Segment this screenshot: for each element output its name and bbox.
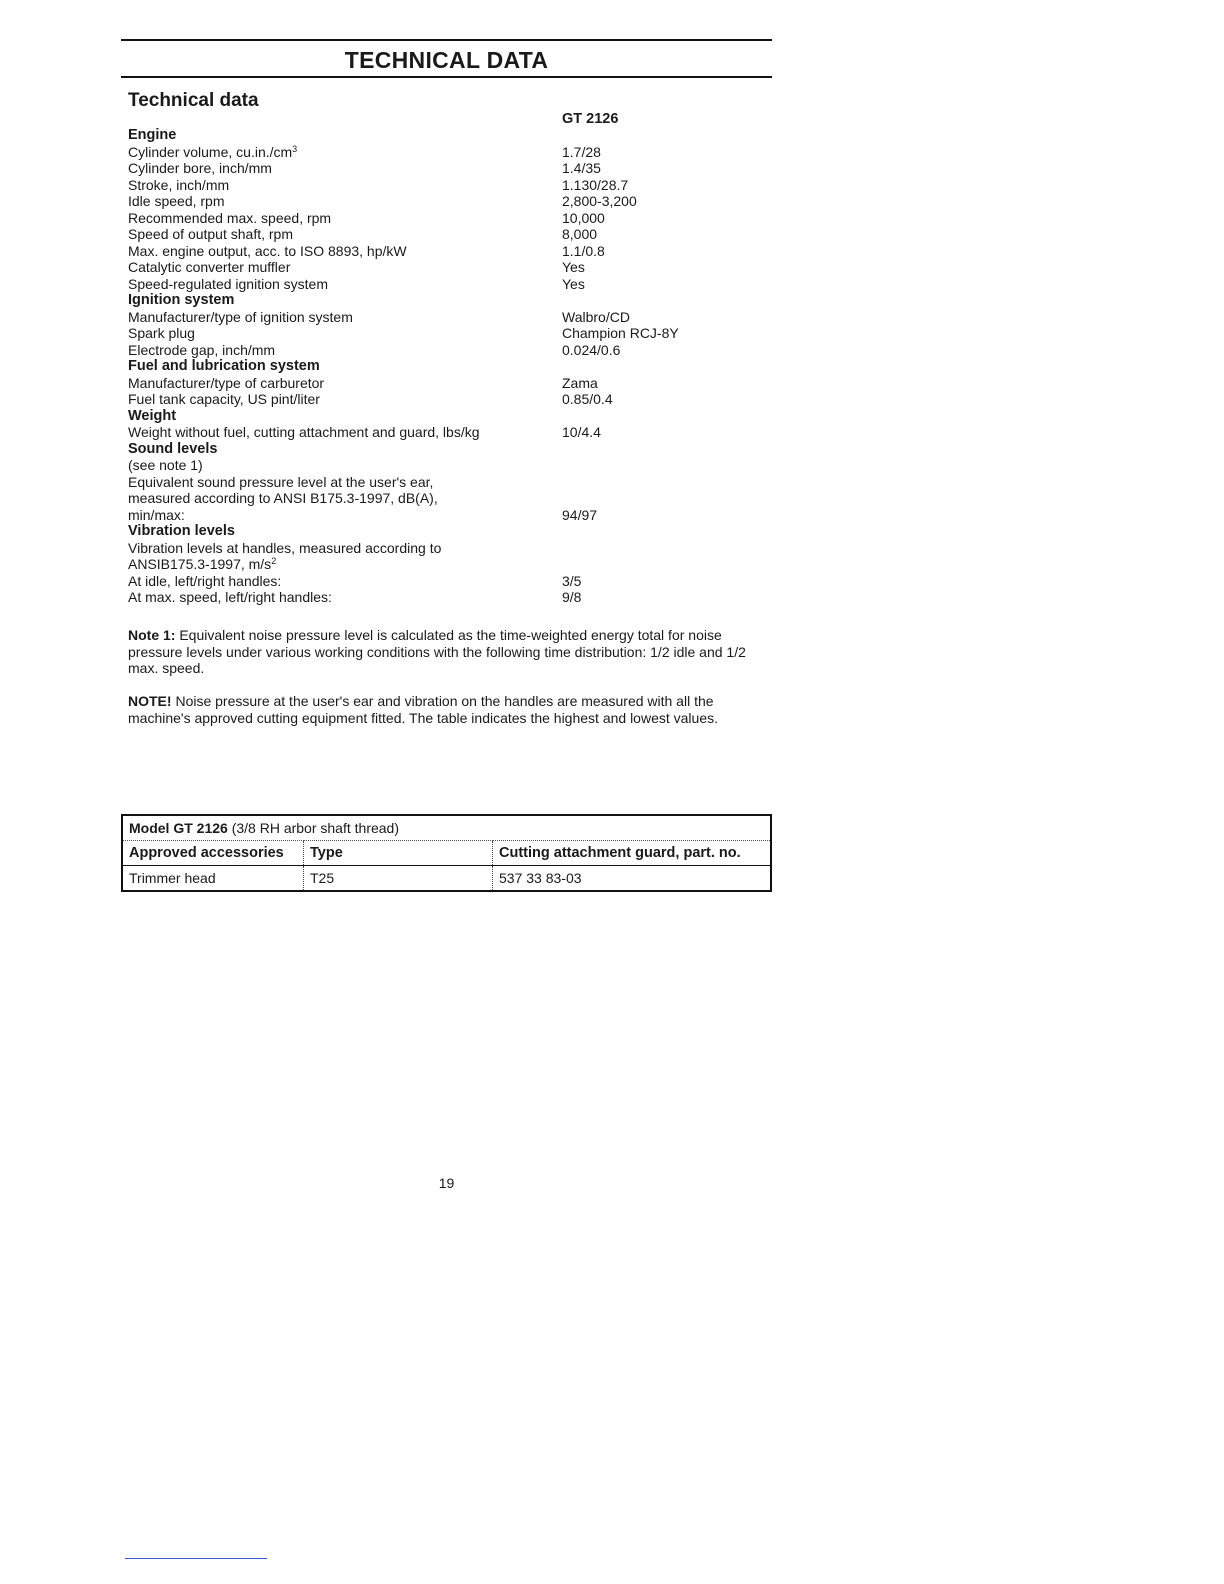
model-column-heading: GT 2126 [562, 111, 619, 127]
spec-row-vibration-idle: At idle, left/right handles: 3/5 [128, 572, 582, 589]
vibration-description-line-1: Vibration levels at handles, measured according to [128, 539, 442, 556]
spec-row-idle-speed: Idle speed, rpm 2,800-3,200 [128, 193, 637, 209]
spec-row-ignition-type: Manufacturer/type of ignition system Walbro/CD [128, 308, 630, 325]
engine-heading: Engine [128, 127, 177, 143]
spec-row-catalytic-converter: Catalytic converter muffler Yes [128, 259, 585, 275]
spec-row-cylinder-bore: Cylinder bore, inch/mm 1.4/35 [128, 160, 601, 176]
spec-row-cylinder-volume: Cylinder volume, $cu.in./cm^3$ 1.7/28 [128, 143, 601, 160]
table-row [122, 866, 771, 892]
table-model-row [122, 815, 771, 841]
sound-description-line-2: measured according to ANSI B175.3-1997, dB(A), [128, 490, 438, 506]
spec-row-vibration-max: At max. speed, left/right handles: 9/8 [128, 589, 582, 605]
sound-heading: Sound levels [128, 440, 218, 457]
note-2 [128, 693, 768, 726]
superscript-3: 3 [292, 143, 298, 154]
table-header-type: Type [304, 841, 493, 866]
table-model-suffix: (3/8 RH arbor shaft thread) [231, 820, 399, 836]
table-cell-accessory: Trimmer head [129, 870, 216, 886]
note-1 [128, 627, 768, 677]
note-2-label: NOTE! [128, 693, 172, 709]
sound-description-line-1: Equivalent sound pressure level at the user's ear, [128, 473, 434, 490]
spec-row-fuel-tank: Fuel tank capacity, US pint/liter 0.85/0.4 [128, 391, 613, 407]
spec-row-sound-level: min/max: 94/97 [128, 506, 598, 523]
spec-list [128, 127, 728, 606]
spec-row-carburetor: Manufacturer/type of carburetor Zama [128, 374, 598, 391]
page-number: 19 [438, 1175, 455, 1191]
fuel-heading: Fuel and lubrication system [128, 358, 320, 374]
note-1-text: Equivalent noise pressure level is calculated as the time-weighted energy total for noise pressure levels under various working conditions with the following time distribution: 1/2 idle and 1/2 max. speed. [128, 627, 746, 676]
spec-row-electrode-gap: Electrode gap, inch/mm 0.024/0.6 [128, 341, 621, 358]
note-2-text: Noise pressure at the user's ear and vibration on the handles are measured with all the machine's approved cutting equipment fitted. The table indicates the highest and lowest values. [128, 693, 719, 726]
table-cell-type: T25 [304, 866, 493, 892]
page-header [121, 39, 772, 78]
table-header-accessories: Approved accessories [122, 841, 304, 866]
spec-row-speed-regulated-ignition: Speed-regulated ignition system Yes [128, 275, 585, 292]
accessories-table [121, 814, 772, 892]
spec-row-engine-output: Max. engine output, acc. to ISO 8893, hp/kW 1.1/0.8 [128, 242, 605, 259]
ignition-heading: Ignition system [128, 292, 235, 308]
note-1-label: Note 1: [128, 627, 176, 643]
table-model-label: Model GT 2126 [129, 820, 228, 836]
sound-note-ref: (see note 1) [128, 457, 203, 473]
section-title: Technical data [128, 90, 259, 111]
vibration-description-line-2: ANSIB175.3-1997, $m/s^2$ [128, 556, 277, 572]
weight-heading: Weight [128, 407, 177, 424]
spec-row-max-speed: Recommended max. speed, rpm 10,000 [128, 209, 605, 226]
spec-row-output-shaft-speed: Speed of output shaft, rpm 8,000 [128, 226, 598, 242]
footer-rule [125, 1558, 267, 1559]
spec-row-weight: Weight without fuel, cutting attachment and guard, lbs/kg 10/4.4 [128, 424, 601, 440]
spec-row-spark-plug: Spark plug Champion RCJ-8Y [128, 325, 679, 341]
page-title: TECHNICAL DATA [344, 47, 549, 73]
table-header-row [122, 841, 771, 866]
vibration-heading: Vibration levels [128, 523, 235, 539]
spec-row-stroke: Stroke, inch/mm 1.130/28.7 [128, 176, 629, 193]
table-header-guard-part-no: Cutting attachment guard, part. no. [493, 841, 772, 866]
table-cell-part-no: 537 33 83-03 [493, 866, 772, 892]
superscript-2: 2 [271, 556, 277, 566]
table-model-cell [122, 815, 771, 841]
